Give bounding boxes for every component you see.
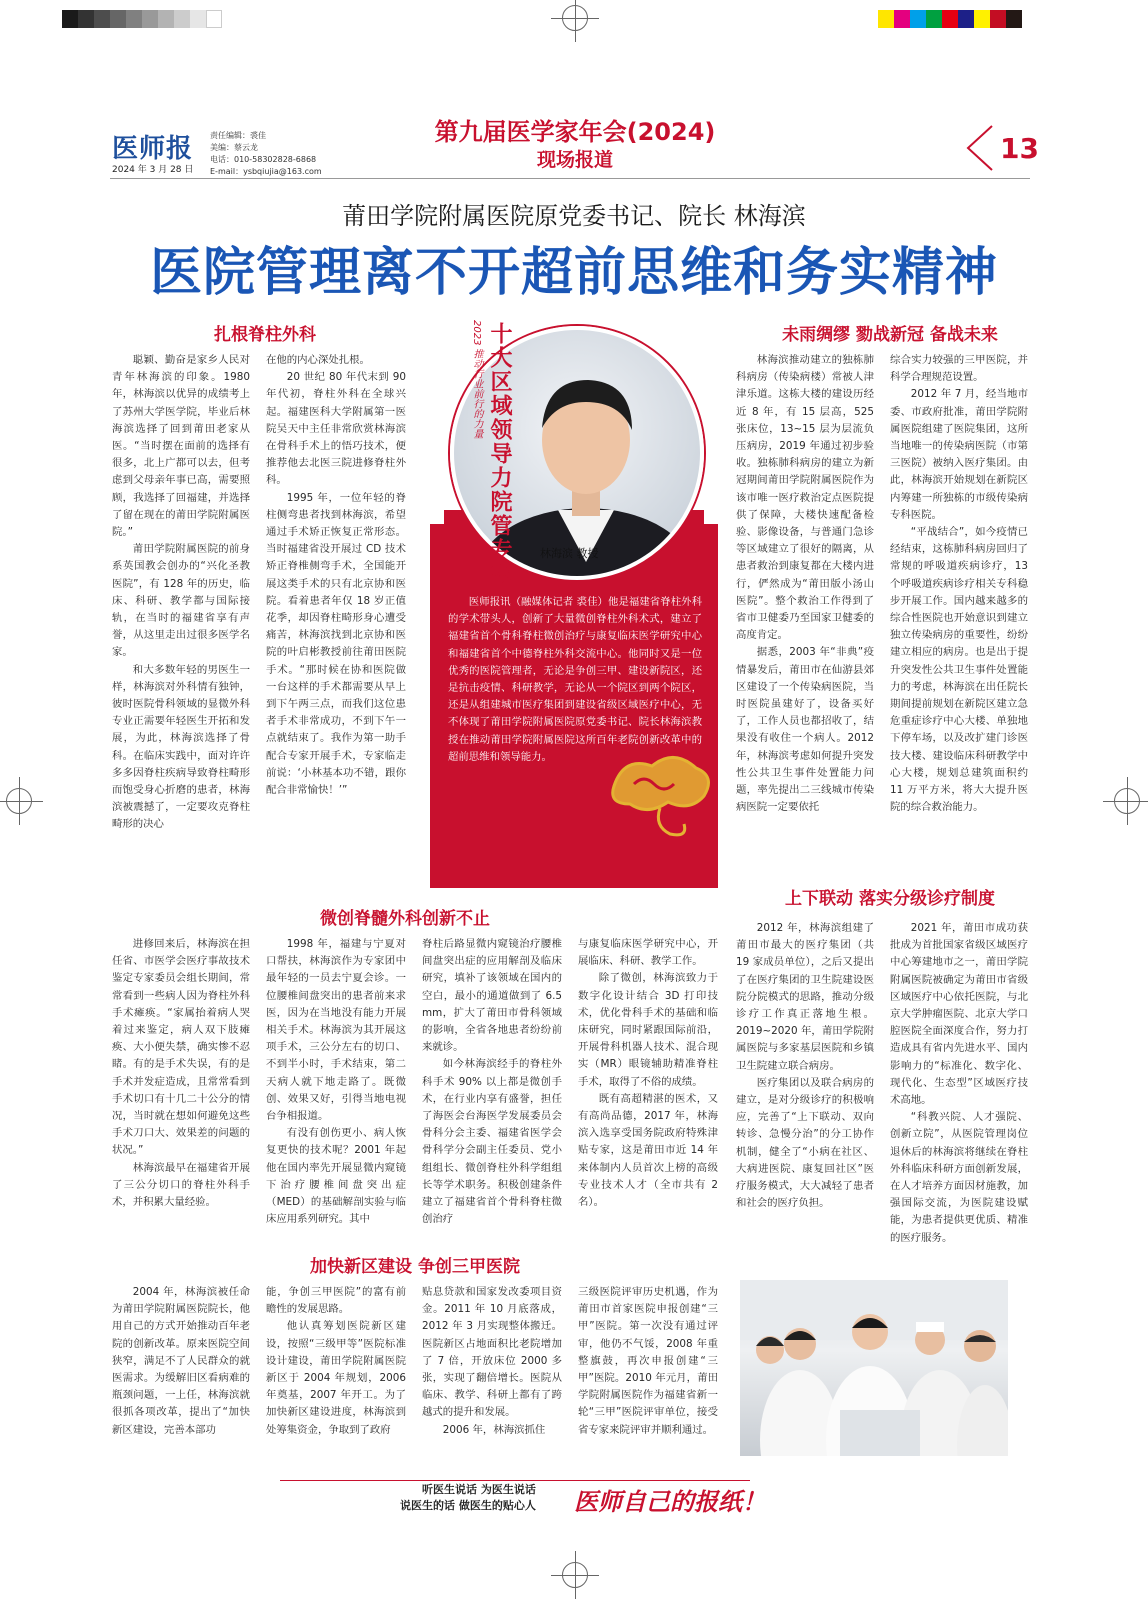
paragraph: 既有高超精湛的医术，又有高尚品德，2017 年，林海滨入选享受国务院政府特殊津贴专家，这是莆田市近 14 年来体制内人员首次上榜的高级专业技术人才（全市共有 2 名）。 <box>578 1092 718 1209</box>
paragraph: 进修回来后，林海滨在担任省、市医学会医疗事故技术鉴定专家委员会组长期间，常常看到一些病人因为脊柱外科手术瘫痪。“家属抬着病人哭着过来鉴定，病人双下肢瘫痪、大小便失禁，确实惨不忍睹。有的是手术失误，有的是手术并发症造成，且常常看到手术切口有十几二十公分的情况，当时就在想如何避免这些手术刀口大、效果差的问题的状况。” <box>112 938 250 1157</box>
paragraph: 2021 年，莆田市成功获批成为首批国家省级区域医疗中心筹建地市之一，莆田学院附属医院被确定为莆田市省级区域医疗中心依托医院，与北京大学肿瘤医院、北京大学口腔医院全面深度合作，努力打造成具有省内先进水平、国内影响力的“标准化、数字化、现代化、生态型”区域医疗技术高地。 <box>890 922 1028 1107</box>
paragraph: 林海滨推动建立的独栋肺科病房（传染病楼）常被人津津乐道。这栋大楼的建设历经近 8 年，有 15 层高，525 张床位，13~15 层为层流负压病房，2019 年通过初步验收。独栋肺科病房的建立为新冠期间莆田学院附属医院作为该市唯一医疗救治定点医院提供了保障，大楼快速配备检验、影像设备，与普通门急诊等区域建立了很好的隔离，从患者救治到康复都在大楼内进行，俨然成为“莆田版小汤山医院”。整个救治工作得到了省市卫健委乃至国家卫健委的高度肯定。 <box>736 354 874 642</box>
footer-rule <box>280 1480 750 1481</box>
header-rule <box>110 178 1030 179</box>
section-heading: 未雨绸缪 勠战新冠 备战未来 <box>782 325 998 345</box>
ward-round-photo <box>740 1280 1008 1456</box>
sidebar-title: 十大区域领导力院管专家 <box>487 322 513 586</box>
section-heading: 上下联动 落实分级诊疗制度 <box>785 889 995 909</box>
editor-line: 美编：蔡云龙 <box>210 143 258 152</box>
footer-motto-line: 听医生说话 为医生说话 <box>422 1483 536 1496</box>
paragraph: 脊柱后路显微内窥镜治疗腰椎间盘突出症的应用解剖及临床研究，填补了该领域在国内的空白，最小的通道做到了 6.5 mm，扩大了莆田市骨科领域的影响，全省各地患者纷纷前来就诊。 <box>422 938 562 1054</box>
paragraph: 据悉，2003 年“非典”疫情暴发后，莆田市在仙游县郊区建设了一个传染病医院，当时医院虽建好了，设备买好了，工作人员也都招收了，结果没有收住一个病人。2012 年，林海滨考虑如何提升突发性公共卫生事件处置能力问题，率先提出二三线城市传染病医院一定要依托 <box>736 646 874 814</box>
crop-mark-bottom <box>562 1562 588 1588</box>
paragraph: 医师报讯（融媒体记者 裘佳）他是福建省脊柱外科的学术带头人，创新了大量微创脊柱外科术式，建立了福建省首个骨科脊柱微创治疗与康复临床医学研究中心和福建省首个中德脊柱外科交流中心。他同时又是一位优秀的医院管理者，无论是争创三甲、建设新院区，还是抗击疫情、科研教学，无论从一个院区到两个院区，还是从组建城市医疗集团到建设省级区域医疗中心，无不体现了莆田学院附属医院原党委书记、院长林海滨教授在推动莆田学院附属医院这所百年老院创新改革中的超前思维和领导能力。 <box>448 596 702 763</box>
paragraph: 如今林海滨经手的脊柱外科手术 90% 以上都是微创手术，在行业内享有盛誉，担任了海医会台海医学发展委员会骨科分会主委、福建省医学会骨科学分会副主任委员、党小组组长、微创脊柱外科学组组长等学术职务。积极创建条件建立了福建省首个骨科脊柱微创治疗 <box>422 1058 562 1226</box>
editor-line: E-mail：ysbqiujia@163.com <box>210 167 322 176</box>
article-column <box>578 936 718 1236</box>
chevron-left-icon <box>962 124 1002 172</box>
paragraph: 莆田学院附属医院的前身系英国教会创办的“兴化圣教医院”，有 128 年的历史，临床、科研、教学都与国际接轨，在当时的福建省享有声誉，从这里走出过很多医学名家。 <box>112 543 250 659</box>
headline: 医院管理离不开超前思维和务实精神 <box>149 243 998 303</box>
editor-line: 电话：010-58302828-6868 <box>210 155 317 164</box>
paragraph: 能，争创三甲医院”的富有前瞻性的发展思路。 <box>266 1286 406 1316</box>
paragraph: 有没有创伤更小、病人恢复更快的技术呢？2001 年起他在国内率先开展显微内窥镜下治疗腰椎间盘突出症（MED）的基础解剖实验与临床应用系列研究。其中 <box>266 1127 406 1226</box>
paragraph: “科教兴院、人才强院、创新立院”，从医院管理岗位退休后的林海滨将继续在脊柱外科临床科研方面创新发展，在人才培养方面因材施教，加强国际交流，为医院建设赋能，为患者提供更优质、精准的医疗服务。 <box>890 1111 1028 1244</box>
section-heading: 加快新区建设 争创三甲医院 <box>310 1257 520 1277</box>
paragraph: 2004 年，林海滨被任命为莆田学院附属医院院长，他用自己的方式开始推动百年老院的创新改革。原来医院空间狭窄，满足不了人民群众的就医需求。为缓解旧区看病难的瓶颈问题，一上任，林海滨就很抓各项改革，提出了“加快新区建设，完善本部功 <box>112 1286 250 1436</box>
editor-credits <box>210 130 322 178</box>
article-column <box>266 352 406 888</box>
editor-line: 责任编辑：裘佳 <box>210 131 266 140</box>
section-heading: 微创脊髓外科创新不止 <box>320 909 490 929</box>
page-number: 13 <box>1000 132 1039 165</box>
paragraph: 他认真筹划医院新区建设，按照“三级甲等”医院标准设计建设，莆田学院附属医院新区于 2004 年规划，2006 年奠基，2007 年开工。为了加快新区建设进度，林海滨到处筹集资金，争取到了政府 <box>266 1320 406 1436</box>
paragraph: 2006 年，林海滨抓住 <box>442 1423 546 1436</box>
footer-motto-line: 说医生的话 做医生的贴心人 <box>400 1499 536 1512</box>
auspicious-cloud-icon <box>604 746 716 842</box>
paragraph: 林海滨最早在福建省开展了三公分切口的脊柱外科手术，并积累大量经验。 <box>112 1161 250 1209</box>
crop-mark-right <box>1114 788 1140 814</box>
article-column <box>890 920 1028 1260</box>
article-column <box>266 936 406 1236</box>
section-title: 第九届医学家年会(2024) <box>434 118 716 146</box>
paragraph: 与康复临床医学研究中心，开展临床、科研、教学工作。 <box>578 938 718 968</box>
footer-slogan: 医师自己的报纸！ <box>574 1487 766 1516</box>
intro-text <box>448 594 702 766</box>
article-column <box>736 920 874 1260</box>
paragraph: 20 世纪 80 年代末到 90 年代初，脊柱外科在全球兴起。福建医科大学附属第一医院吴天中主任非常欣赏林海滨在骨科手术上的悟巧技术，便推荐他去北医三院进修脊柱外科。 <box>266 371 406 487</box>
article-column <box>422 1284 562 1466</box>
article-column <box>112 936 250 1236</box>
paragraph: 除了微创，林海滨致力于数字化设计结合 3D 打印技术，优化骨科手术的基础和临床研究，同时紧跟国际前沿，开展骨科机器人技术、混合现实（MR）眼镜辅助精准脊柱手术，取得了不俗的成绩。 <box>578 972 718 1088</box>
paragraph: 综合实力较强的三甲医院，并科学合理规范设置。 <box>890 354 1028 384</box>
article-column <box>422 936 562 1236</box>
section-heading: 扎根脊柱外科 <box>214 325 316 345</box>
footer-motto <box>400 1482 536 1514</box>
paragraph: “平战结合”，如今疫情已经结束，这栋肺科病房回归了常规的呼吸道疾病诊疗，13 个呼吸道疾病诊疗相关专科稳步开展工作。国内越来越多的综合性医院也开始意识到建立独立传染病房的重要性，纷纷建立相应的病房。也是出于提升突发性公共卫生事件处置能力的考虑，林海滨在出任院长期间提前规划在新院区建立急危重症诊疗中心大楼、单独地下停车场，以及改扩建门诊医技大楼、建设临床科研教学中心大楼，规划总建筑面积约 11 万平方米，将大大提升医院的综合救治能力。 <box>890 526 1028 814</box>
paragraph: 2012 年，林海滨组建了莆田市最大的医疗集团（共 19 家成员单位），之后又提出了在医疗集团的卫生院建设医院分院模式的思路，推动分级诊疗工作真正落地生根。2019~2020 年，莆田学院附属医院与多家基层医院和乡镇卫生院建立联合病房。 <box>736 922 874 1072</box>
article-column <box>890 352 1028 852</box>
medical-staff-group-icon <box>740 1280 1008 1456</box>
crop-mark-left <box>6 788 32 814</box>
sidebar-subtitle: 2023 推动行业前行的力量 <box>471 320 482 439</box>
paragraph: 医疗集团以及联合病房的建立，是对分级诊疗的积极响应，完善了“上下联动、双向转诊、急慢分治”的分工协作机制，健全了“小病在社区、大病进医院、康复回社区”医疗服务模式，大大减轻了患者和社会的医疗负担。 <box>736 1076 874 1210</box>
paragraph: 贴息贷款和国家发改委项目资金。2011 年 10 月底落成，2012 年 3 月实现整体搬迁。医院新区占地面积比老院增加了 7 倍，开放床位 2000 多张，实现了翻倍增长。医院从临床、教学、科研上都有了跨越式的提升和发展。 <box>422 1286 562 1419</box>
article-column <box>266 1284 406 1466</box>
issue-date: 2024 年 3 月 28 日 <box>112 165 194 175</box>
paragraph: 2012 年 7 月，经当地市委、市政府批准，莆田学院附属医院组建了医院集团，这所当地唯一的传染病医院（市第三医院）被纳入医疗集团。由此，林海滨开始规划在新院区内筹建一所独栋的市级传染病专科医院。 <box>890 388 1028 521</box>
paragraph: 1995 年，一位年轻的脊柱侧弯患者找到林海滨，希望通过手术矫正恢复正常形态。当时福建省没开展过 CD 技术矫正脊椎侧弯手术，全国能开展这类手术的只有北京协和医院。看着患者年仅 18 岁正值花季，却因脊柱畸形身心遭受痛苦，林海滨找到北京协和医院的叶启彬教授前往莆田医院手术。“那时候在协和医院做一台这样的手术都需要从早上到下午两三点，而我们这位患者手术非常成功，不到下午一点就结束了。我作为第一助手配合专家开展手术，专家临走前说：‘小林基本功不错，跟你配合非常愉快！’” <box>266 491 406 797</box>
headline-kicker: 莆田学院附属医院原党委书记、院长 林海滨 <box>342 202 806 230</box>
article-column <box>578 1284 718 1466</box>
article-column <box>112 352 250 888</box>
article-column <box>736 352 874 852</box>
color-calibration-bar <box>878 10 1022 28</box>
masthead-logo: 医师报 <box>112 134 194 164</box>
paragraph: 和大多数年轻的男医生一样，林海滨对外科情有独钟，彼时医院骨科领域的显微外科专业正需要年轻医生开拓和发展，为此，林海滨选择了骨科。在临床实践中，面对许许多多因脊柱疾病导致脊柱畸形而饱受身心折磨的患者，林海滨被震撼了，一定要攻克脊柱畸形的决心 <box>112 663 250 831</box>
article-column <box>112 1284 250 1466</box>
paragraph: 聪颖、勤奋是家乡人民对青年林海滨的印象。1980 年，林海滨以优异的成绩考上了苏州大学医学院，毕业后林海滨选择了回到莆田老家从医。“当时摆在面前的选择有很多，北上广都可以去，但考虑到父母亲年事已高，需要照顾，我选择了回福建，并选择了留在现在的莆田学院附属医院。” <box>112 354 250 539</box>
paragraph: 1998 年，福建与宁夏对口帮扶，林海滨作为专家团中最年轻的一员去宁夏会诊。一位腰椎间盘突出的患者前来求医，因为在当地没有能力开展相关手术。林海滨为其开展这项手术，三公分左右的切口、不到半小时，手术结束，第二天病人就下地走路了。既微创、效果又好，引得当地电视台争相报道。 <box>266 938 406 1123</box>
section-subtitle: 现场报道 <box>536 149 613 171</box>
paragraph: 在他的内心深处扎根。 <box>266 354 370 366</box>
paragraph: 三级医院评审历史机遇，作为莆田市首家医院申报创建“三甲”医院。第一次没有通过评审，他仍不气馁，2008 年重整旗鼓，再次申报创建“三甲”医院。2010 年元月，莆田学院附属医院作为福建省新一轮“三甲”医院评审单位，接受省专家来院评审并顺利通过。 <box>578 1286 718 1436</box>
crop-mark-top <box>562 5 588 31</box>
grayscale-calibration-bar <box>62 10 222 28</box>
photo-caption: 林海滨 教授 <box>540 547 599 560</box>
